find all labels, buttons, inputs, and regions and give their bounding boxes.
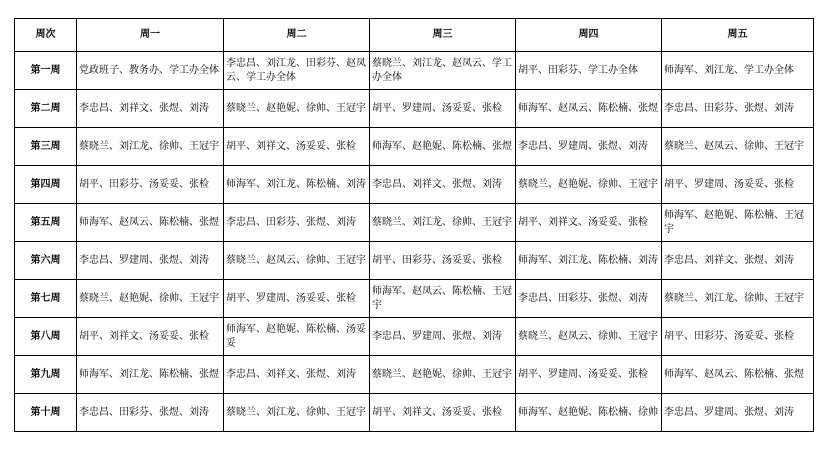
duty-cell-wednesday: 胡平、罗建周、汤妥妥、张检 <box>370 90 516 128</box>
duty-cell-wednesday: 胡平、田彩芬、汤妥妥、张检 <box>370 242 516 280</box>
duty-cell-monday: 胡平、田彩芬、汤妥妥、张检 <box>77 166 224 204</box>
table-row <box>15 90 814 128</box>
duty-cell-wednesday: 李忠昌、刘祥文、张煜、刘涛 <box>370 166 516 204</box>
week-label: 第十周 <box>15 394 77 432</box>
duty-cell-friday: 师海军、赵凤云、陈松楠、张煜 <box>662 356 814 394</box>
table-row <box>15 166 814 204</box>
duty-cell-tuesday: 蔡晓兰、赵凤云、徐帅、王冠宇 <box>224 242 370 280</box>
duty-cell-wednesday: 师海军、赵艳妮、陈松楠、张煜 <box>370 128 516 166</box>
duty-cell-friday: 师海军、赵艳妮、陈松楠、王冠宇 <box>662 204 814 242</box>
table-row <box>15 280 814 318</box>
duty-cell-tuesday: 胡平、刘祥文、汤妥妥、张检 <box>224 128 370 166</box>
week-label: 第四周 <box>15 166 77 204</box>
table-row <box>15 242 814 280</box>
week-label: 第二周 <box>15 90 77 128</box>
duty-cell-tuesday: 李忠昌、刘江龙、田彩芬、赵凤云、学工办全体 <box>224 52 370 90</box>
duty-cell-thursday: 胡平、罗建周、汤妥妥、张检 <box>516 356 662 394</box>
duty-cell-wednesday: 李忠昌、罗建周、张煜、刘涛 <box>370 318 516 356</box>
duty-cell-friday: 李忠昌、刘祥文、张煜、刘涛 <box>662 242 814 280</box>
duty-cell-friday: 蔡晓兰、赵凤云、徐帅、王冠宇 <box>662 128 814 166</box>
duty-cell-tuesday: 蔡晓兰、赵艳妮、徐帅、王冠宇 <box>224 90 370 128</box>
duty-cell-thursday: 蔡晓兰、赵艳妮、徐帅、王冠宇 <box>516 166 662 204</box>
header-week: 周次 <box>15 19 77 52</box>
duty-cell-tuesday: 李忠昌、刘祥文、张煜、刘涛 <box>224 356 370 394</box>
duty-cell-monday: 师海军、刘江龙、陈松楠、张煜 <box>77 356 224 394</box>
table-row <box>15 318 814 356</box>
duty-cell-friday: 师海军、刘江龙、学工办全体 <box>662 52 814 90</box>
header-friday: 周五 <box>662 19 814 52</box>
header-tuesday: 周二 <box>224 19 370 52</box>
duty-cell-wednesday: 蔡晓兰、赵艳妮、徐帅、王冠宇 <box>370 356 516 394</box>
duty-cell-wednesday: 师海军、赵凤云、陈松楠、王冠宇 <box>370 280 516 318</box>
duty-cell-thursday: 李忠昌、田彩芬、张煜、刘涛 <box>516 280 662 318</box>
duty-cell-tuesday: 蔡晓兰、刘江龙、徐帅、王冠宇 <box>224 394 370 432</box>
duty-cell-thursday: 胡平、刘祥文、汤妥妥、张检 <box>516 204 662 242</box>
duty-cell-monday: 李忠昌、刘祥文、张煜、刘涛 <box>77 90 224 128</box>
header-monday: 周一 <box>77 19 224 52</box>
week-label: 第六周 <box>15 242 77 280</box>
table-row <box>15 52 814 90</box>
duty-cell-monday: 李忠昌、罗建周、张煜、刘涛 <box>77 242 224 280</box>
duty-cell-tuesday: 李忠昌、田彩芬、张煜、刘涛 <box>224 204 370 242</box>
duty-cell-wednesday: 蔡晓兰、刘江龙、徐帅、王冠宇 <box>370 204 516 242</box>
table-row <box>15 204 814 242</box>
week-label: 第三周 <box>15 128 77 166</box>
duty-cell-thursday: 李忠昌、罗建周、张煜、刘涛 <box>516 128 662 166</box>
week-label: 第五周 <box>15 204 77 242</box>
duty-cell-wednesday: 蔡晓兰、刘江龙、赵凤云、学工办全体 <box>370 52 516 90</box>
table-row <box>15 356 814 394</box>
duty-cell-monday: 胡平、刘祥文、汤妥妥、张检 <box>77 318 224 356</box>
week-label: 第九周 <box>15 356 77 394</box>
duty-cell-monday: 李忠昌、田彩芬、张煜、刘涛 <box>77 394 224 432</box>
duty-cell-thursday: 胡平、田彩芬、学工办全体 <box>516 52 662 90</box>
week-label: 第七周 <box>15 280 77 318</box>
duty-cell-friday: 李忠昌、罗建周、张煜、刘涛 <box>662 394 814 432</box>
duty-cell-friday: 蔡晓兰、刘江龙、徐帅、王冠宇 <box>662 280 814 318</box>
duty-cell-tuesday: 胡平、罗建周、汤妥妥、张检 <box>224 280 370 318</box>
duty-cell-wednesday: 胡平、刘祥文、汤妥妥、张检 <box>370 394 516 432</box>
duty-schedule-table <box>14 18 814 432</box>
duty-cell-monday: 蔡晓兰、赵艳妮、徐帅、王冠宇 <box>77 280 224 318</box>
duty-cell-thursday: 师海军、刘江龙、陈松楠、刘涛 <box>516 242 662 280</box>
duty-cell-tuesday: 师海军、赵艳妮、陈松楠、汤妥妥 <box>224 318 370 356</box>
duty-cell-friday: 胡平、罗建周、汤妥妥、张检 <box>662 166 814 204</box>
duty-cell-monday: 党政班子、教务办、学工办全体 <box>77 52 224 90</box>
header-row <box>15 19 814 52</box>
duty-cell-thursday: 蔡晓兰、赵凤云、徐帅、王冠宇 <box>516 318 662 356</box>
duty-cell-monday: 师海军、赵凤云、陈松楠、张煜 <box>77 204 224 242</box>
duty-cell-monday: 蔡晓兰、刘江龙、徐帅、王冠宇 <box>77 128 224 166</box>
duty-cell-tuesday: 师海军、刘江龙、陈松楠、刘涛 <box>224 166 370 204</box>
duty-cell-thursday: 师海军、赵凤云、陈松楠、张煜 <box>516 90 662 128</box>
header-thursday: 周四 <box>516 19 662 52</box>
table-row <box>15 394 814 432</box>
table-row <box>15 128 814 166</box>
duty-cell-friday: 李忠昌、田彩芬、张煜、刘涛 <box>662 90 814 128</box>
week-label: 第一周 <box>15 52 77 90</box>
header-wednesday: 周三 <box>370 19 516 52</box>
duty-cell-thursday: 师海军、赵艳妮、陈松楠、徐帅 <box>516 394 662 432</box>
duty-cell-friday: 胡平、田彩芬、汤妥妥、张检 <box>662 318 814 356</box>
week-label: 第八周 <box>15 318 77 356</box>
